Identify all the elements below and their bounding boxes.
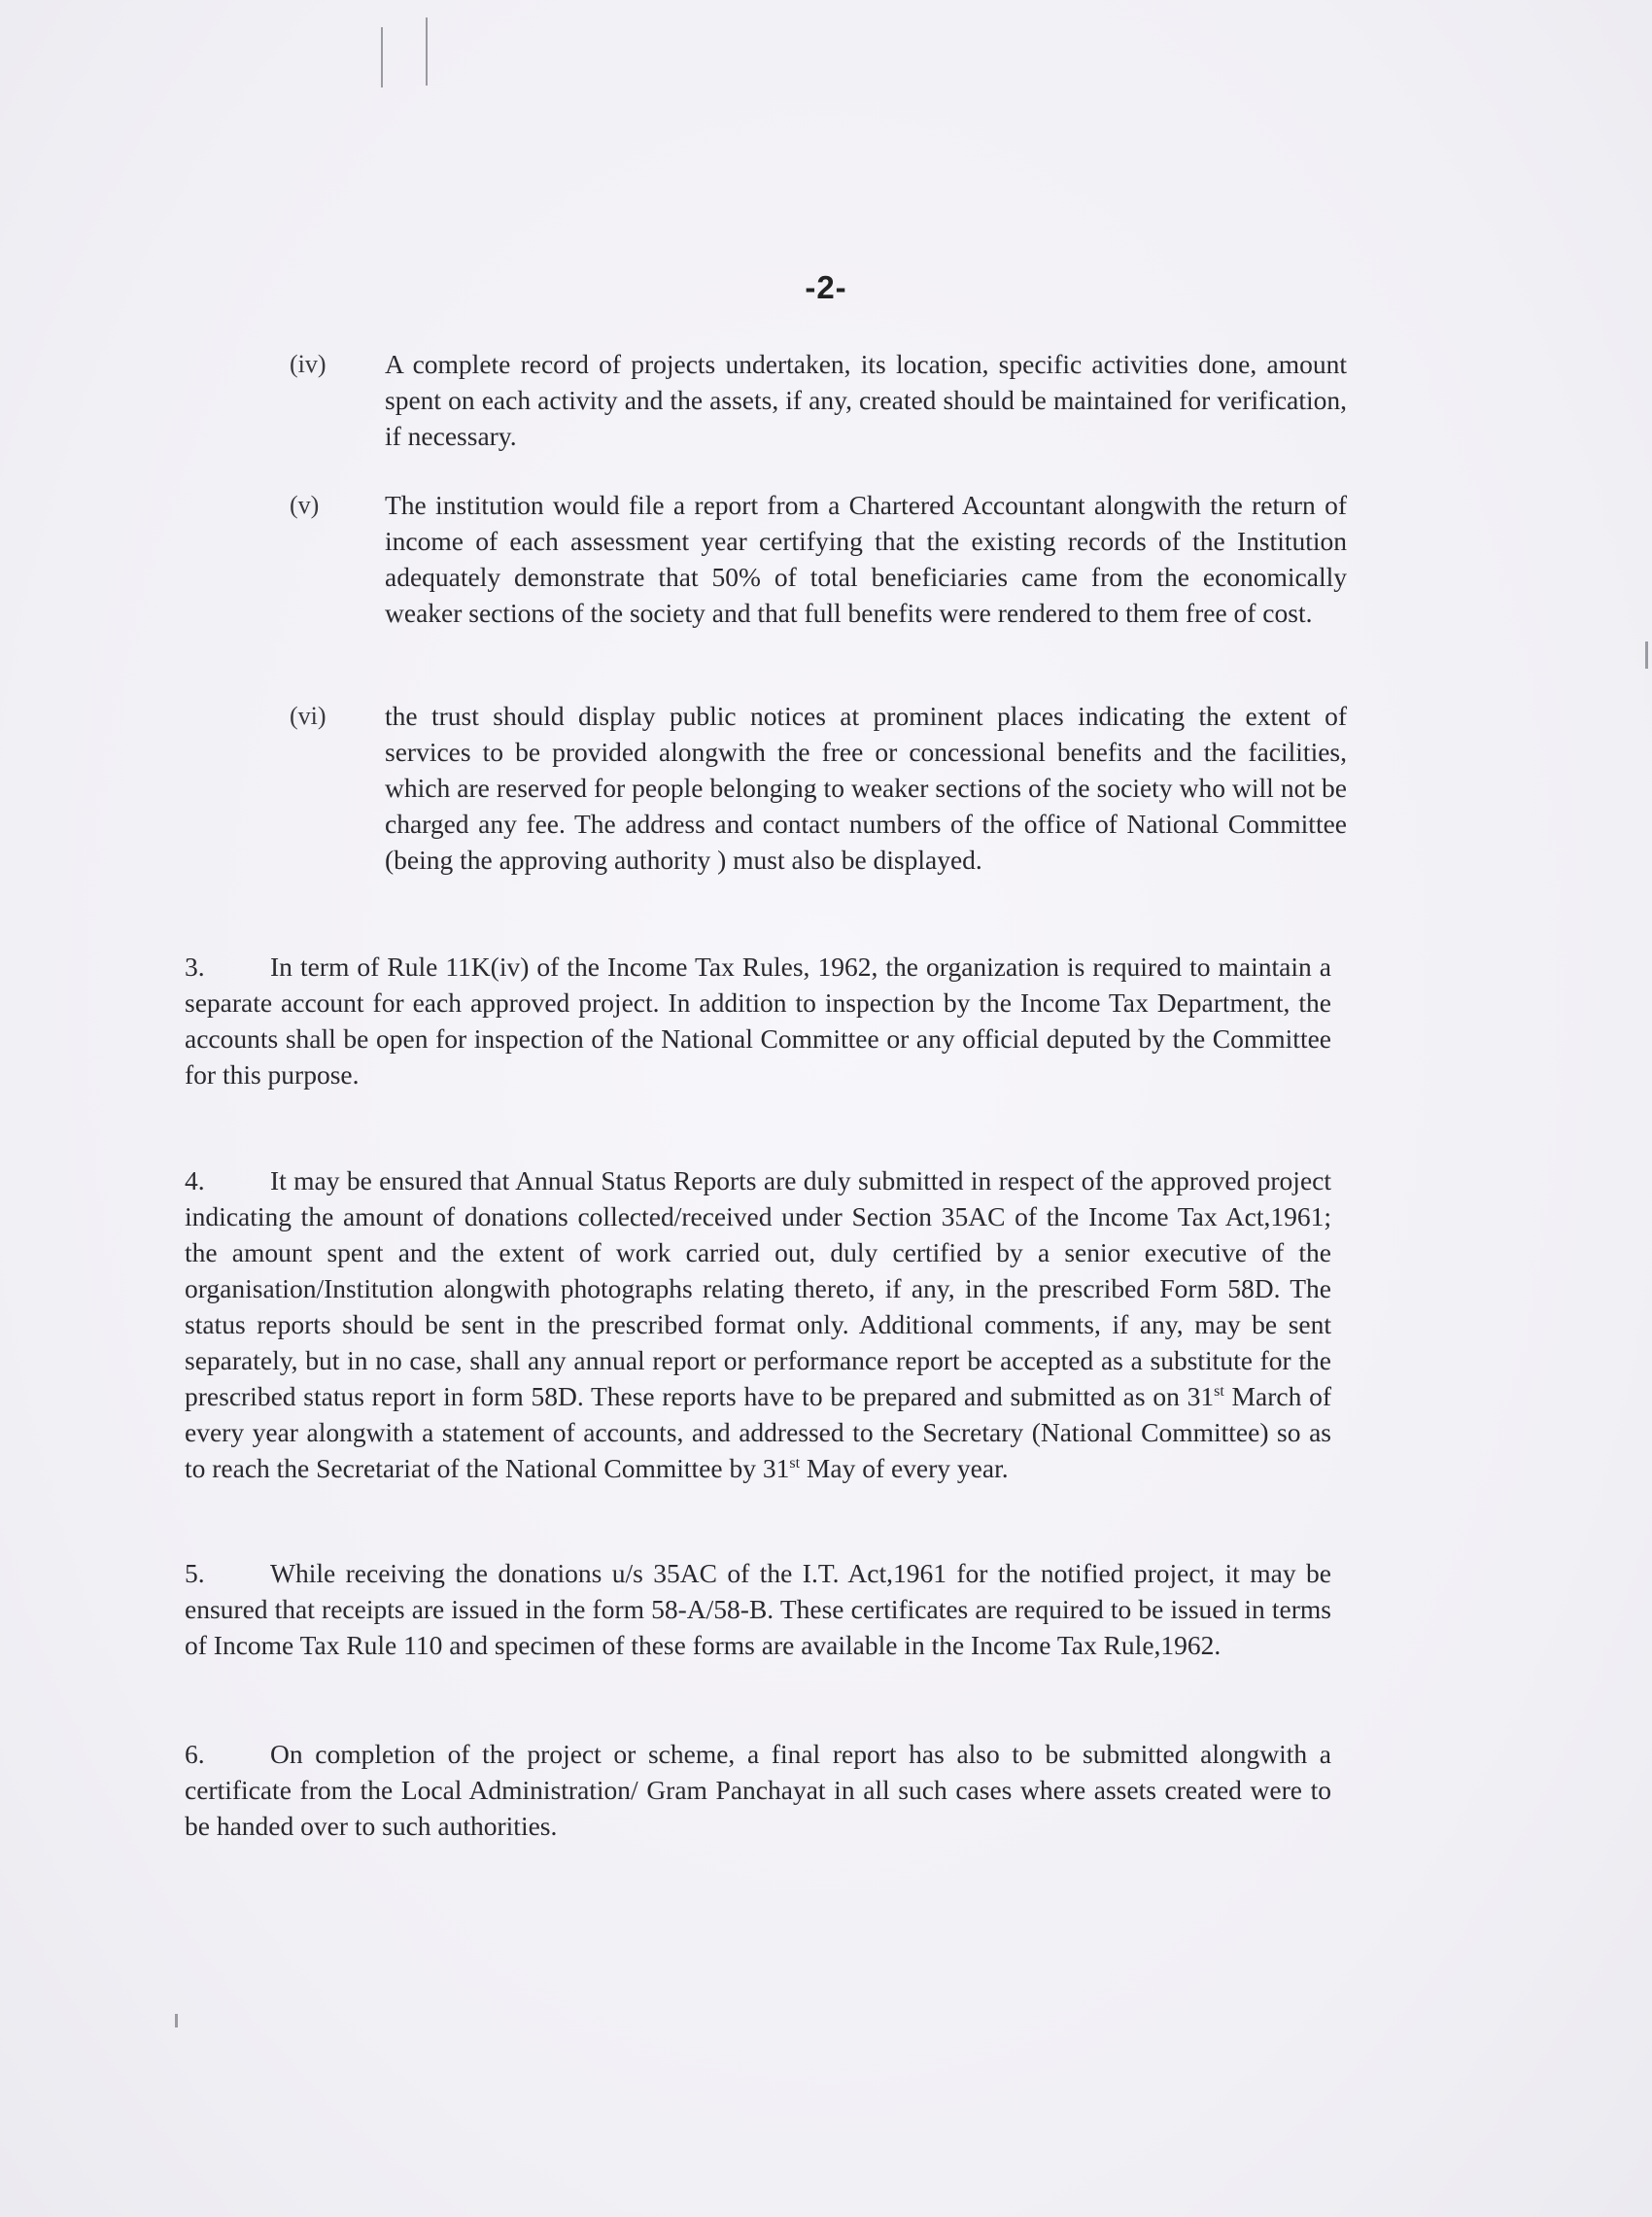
list-item-label: (v) xyxy=(290,491,320,519)
scan-mark-top-2 xyxy=(426,17,428,86)
paragraph-text: March of every year alongwith a statement of accounts, and addressed to the Secretary (National Committee) so as to reach the Secretariat of the National Committee by 31 xyxy=(185,1381,1331,1483)
paragraph-3 xyxy=(185,949,1331,1092)
paragraph-text: In term of Rule 11K(iv) of the Income Tax Rules, 1962, the organization is required to maintain a separate account for each approved project. In addition to inspection by the Income Tax Department, the accounts shall be open for inspection of the National Committee or any official deputed by the Committee for this purpose. xyxy=(185,952,1331,1090)
list-item-label: (vi) xyxy=(290,702,327,730)
scan-mark-top xyxy=(381,27,383,87)
paragraph-number: 3. xyxy=(185,952,205,982)
list-item-text: A complete record of projects undertaken, its location, specific activities done, amount spent on each activity and the assets, if any, created should be maintained for verification, if necessary. xyxy=(385,349,1347,451)
paragraph-number: 5. xyxy=(185,1558,205,1588)
superscript: st xyxy=(789,1454,801,1472)
paragraph-number: 4. xyxy=(185,1165,205,1195)
paragraph-text: While receiving the donations u/s 35AC of the I.T. Act,1961 for the notified project, it may be ensured that receipts are issued in the form 58-A/58-B. These certificates are required to be issued in terms of Income Tax Rule 110 and specimen of these forms are available in the Income Tax Rule,1962. xyxy=(185,1558,1331,1660)
list-item-label: (iv) xyxy=(290,350,327,378)
page-number: -2- xyxy=(805,269,847,305)
paragraph-text: It may be ensured that Annual Status Reports are duly submitted in respect of the approved project indicating the amount of donations collected/received under Section 35AC of the Income Tax Act,1961; the amount spent and the extent of work carried out, duly certified by a senior executive of the organisation/Institution alongwith photographs relating thereto, if any, in the prescribed Form 58D. The status reports should be sent in the prescribed format only. Additional comments, if any, may be sent separately, but in no case, shall any annual report or performance report be accepted as a substitute for the prescribed status report in form 58D. These reports have to be prepared and submitted as on 31 xyxy=(185,1165,1331,1411)
paragraph-6 xyxy=(185,1736,1331,1844)
paragraph-4 xyxy=(185,1162,1331,1486)
paragraph-5 xyxy=(185,1555,1331,1663)
paragraph-text: May of every year. xyxy=(800,1453,1009,1483)
list-item-text: The institution would file a report from a Chartered Accountant alongwith the return of income of each assessment year certifying that the existing records of the Institution adequately demonstrate that 50% of total beneficiaries came from the economically weaker sections of the society and that full benefits were rendered to them free of cost. xyxy=(385,490,1347,628)
scan-mark-left xyxy=(175,2014,178,2027)
list-item-text: the trust should display public notices at prominent places indicating the extent of services to be provided alongwith the free or concessional benefits and the facilities, which are reserved for people belonging to weaker sections of the society who will not be charged any fee. The address and contact numbers of the office of National Committee (being the approving authority ) must also be displayed. xyxy=(385,701,1347,875)
scan-mark-right xyxy=(1645,641,1648,669)
superscript: st xyxy=(1214,1382,1224,1400)
paragraph-text: On completion of the project or scheme, a final report has also to be submitted alongwith a certificate from the Local Administration/ Gram Panchayat in all such cases where assets created were to be handed over to such authorities. xyxy=(185,1739,1331,1841)
paragraph-number: 6. xyxy=(185,1739,205,1769)
